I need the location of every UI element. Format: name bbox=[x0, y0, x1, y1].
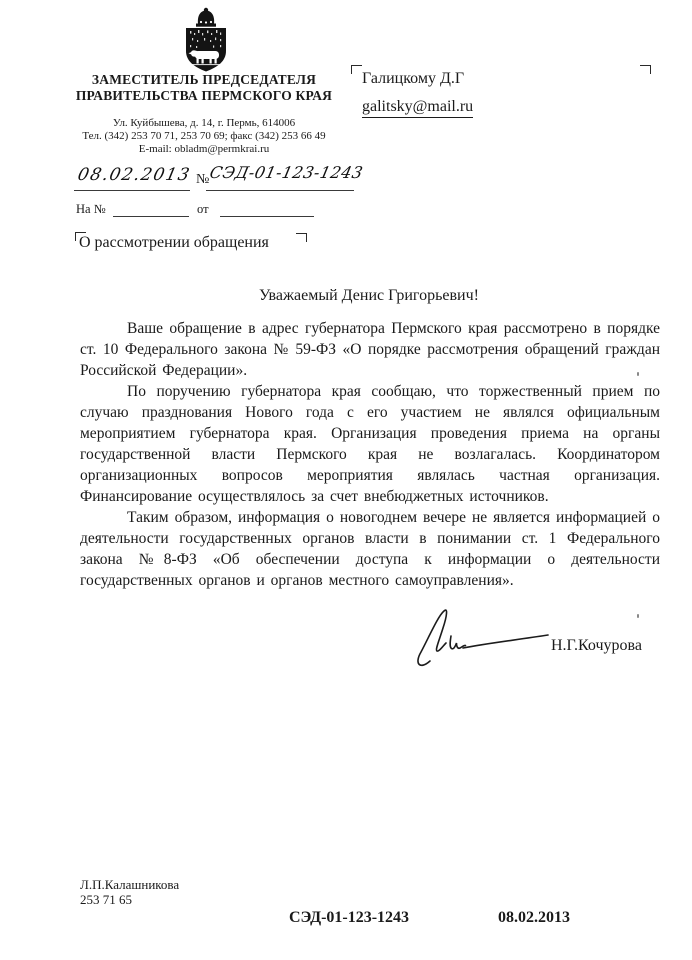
body-paragraph-2: По поручению губернатора края сообщаю, что торжественный прием по случаю празднования Нового года с его участием не являлся официальным мероприятием губернатора края. Организация проведения приема на органы государственной власти Пермского края не возлагалась. Координатором организационных вопросов мероприятия являлась частная организация. Финансирование осуществлялось за счет внебюджетных источников. bbox=[80, 383, 660, 505]
org-phone: Тел. (342) 253 70 71, 253 70 69; факс (342) 253 66 49 bbox=[82, 130, 326, 142]
recipient-name: Галицкому Д.Г bbox=[362, 70, 465, 87]
letterhead bbox=[60, 72, 348, 156]
scan-speck bbox=[637, 372, 639, 376]
recipient-corner-mark-left bbox=[351, 65, 362, 74]
executor-block bbox=[80, 877, 179, 907]
incoming-from-label: от bbox=[197, 202, 209, 216]
handwritten-doc-number: СЭД-01-123-1243 bbox=[207, 163, 365, 182]
perm-krai-coat-of-arms-icon bbox=[183, 7, 229, 73]
org-name-line1: ЗАМЕСТИТЕЛЬ ПРЕДСЕДАТЕЛЯ bbox=[91, 72, 317, 87]
body-paragraph-3: Таким образом, информация о новогоднем вечере не является информацией о деятельности государственных органов власти в понимании ст. 1 Федерального закона №8-ФЗ «Об обеспечении доступа к информации о деятельности государственных органов и органов местного самоуправления». bbox=[80, 509, 660, 589]
number-blank-line bbox=[206, 190, 354, 191]
number-sign-label: № bbox=[196, 172, 210, 187]
org-address: Ул. Куйбышева, д. 14, г. Пермь, 614006 bbox=[112, 117, 296, 129]
handwritten-signature-icon bbox=[412, 603, 557, 671]
incoming-number-blank-line bbox=[113, 216, 189, 217]
recipient-corner-mark-right bbox=[640, 65, 651, 74]
subject-corner-mark-right bbox=[296, 233, 307, 242]
recipient-email: galitsky@mail.ru bbox=[362, 98, 473, 118]
signer-name: Н.Г.Кочурова bbox=[551, 637, 642, 654]
org-name-line2: ПРАВИТЕЛЬСТВА ПЕРМСКОГО КРАЯ bbox=[75, 88, 333, 103]
incoming-date-blank-line bbox=[220, 216, 314, 217]
incoming-number-label: На № bbox=[76, 202, 106, 216]
body-paragraph-1: Ваше обращение в адрес губернатора Пермского края рассмотрено в порядке ст. 10 Федерального закона № 59-ФЗ «О порядке рассмотрения обращений граждан Российской Федерации». bbox=[80, 320, 660, 379]
subject-line: О рассмотрении обращения bbox=[79, 234, 269, 251]
scan-speck bbox=[637, 614, 639, 618]
footer-doc-number: СЭД-01-123-1243 bbox=[289, 909, 410, 926]
handwritten-date: 08.02.2013 bbox=[75, 165, 193, 185]
executor-phone: 253 71 65 bbox=[80, 892, 132, 907]
letter-body bbox=[80, 318, 660, 591]
salutation: Уважаемый Денис Григорьевич! bbox=[259, 287, 479, 304]
org-email: E-mail: obladm@permkrai.ru bbox=[138, 143, 270, 155]
date-blank-line bbox=[74, 190, 190, 191]
footer-doc-date: 08.02.2013 bbox=[498, 909, 570, 926]
executor-name: Л.П.Калашникова bbox=[80, 877, 180, 892]
org-contacts bbox=[60, 117, 348, 156]
